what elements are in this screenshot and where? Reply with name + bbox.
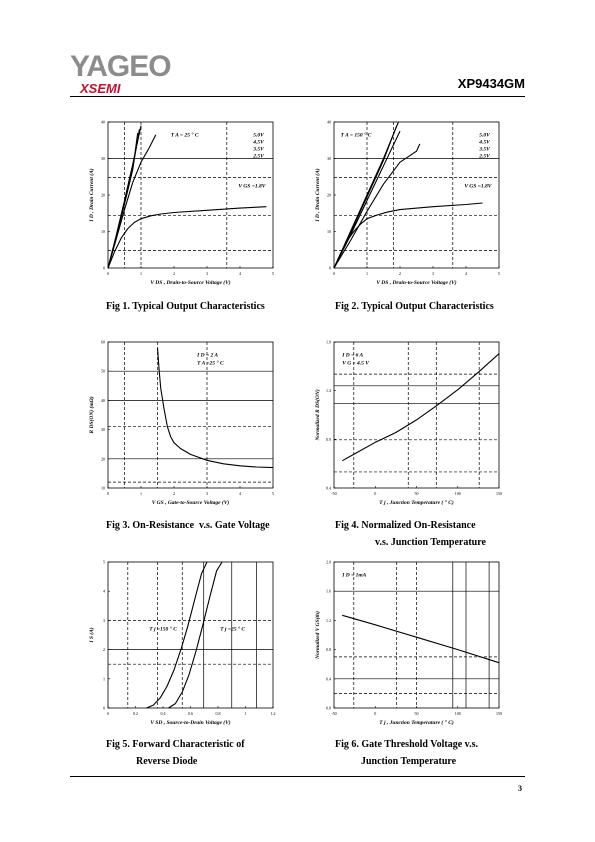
- fig4-xtick-label-4: 150: [496, 491, 502, 496]
- fig6-ytick-label-5: 2.0: [326, 559, 331, 565]
- fig3-chart: [84, 334, 289, 516]
- fig6-xtick-label-1: 0: [374, 711, 377, 716]
- fig6-xtick-label-2: 50: [414, 711, 419, 716]
- fig3-ytick-label-2: 30: [101, 427, 105, 433]
- fig1-xtick-label-0: 0: [107, 271, 109, 276]
- fig2-ytick-label-1: 10: [327, 229, 331, 234]
- fig4-ytick-label-1: 0.9: [326, 436, 331, 442]
- fig5-xtick-label-2: 0.4: [160, 711, 166, 716]
- fig1-series-4: [108, 207, 266, 268]
- footer-rule: [70, 776, 525, 777]
- fig5-xtick-label-0: 0: [107, 711, 109, 716]
- fig1-ylabel: I D , Drain Current (A): [89, 168, 95, 222]
- fig4-condition-0: I D = 6 A: [342, 352, 364, 359]
- fig5-caption: Fig 5. Forward Characteristic of Reverse Diode: [106, 739, 245, 767]
- fig2-legend-3: 2.5V: [479, 153, 490, 160]
- fig2-condition-0: T A = 150 ° C: [340, 132, 372, 139]
- fig2-legend-1: 4.5V: [479, 139, 490, 146]
- fig2-series-4: [334, 203, 483, 268]
- fig3-xtick-label-5: 5: [272, 491, 274, 496]
- fig5-ytick-label-3: 3: [103, 617, 105, 623]
- fig5-series-1: [169, 562, 223, 708]
- fig1-xtick-label-2: 2: [173, 271, 175, 276]
- fig4-xlabel: T j , Junction Temperature ( ° C): [379, 500, 454, 506]
- fig2-xtick-label-1: 1: [366, 271, 368, 276]
- fig4-xtick-label-0: -50: [331, 491, 337, 496]
- fig3-ytick-label-3: 40: [101, 397, 105, 403]
- fig5-ytick-label-1: 1: [103, 676, 105, 682]
- fig5-xtick-label-3: 0.6: [188, 711, 193, 716]
- fig5-frame: [108, 562, 273, 708]
- fig1-xtick-label-4: 4: [239, 271, 241, 276]
- fig2-chart: [310, 114, 515, 296]
- fig5-xtick-label-5: 1: [244, 711, 247, 716]
- fig3-xtick-label-1: 1: [140, 491, 142, 496]
- fig2-xtick-label-0: 0: [333, 271, 335, 276]
- fig1-chart: [84, 114, 289, 296]
- fig1-series-2: [108, 133, 138, 268]
- fig6-ytick-label-4: 1.6: [326, 588, 331, 594]
- fig3-xtick-label-2: 2: [173, 491, 175, 496]
- fig4-series-0: [342, 354, 499, 461]
- fig1-frame: [108, 122, 273, 268]
- part-number: XP9434GM: [457, 76, 525, 91]
- fig3-ytick-label-0: 10: [101, 485, 105, 491]
- fig1-xlabel: V DS , Drain-to-Source Voltage (V): [150, 280, 231, 286]
- fig4-ytick-label-3: 1.9: [326, 339, 331, 345]
- fig3-condition-0: I D = 2 A: [197, 352, 219, 359]
- fig5-series-0: [147, 562, 208, 708]
- fig2-ylabel: I D , Drain Current (A): [315, 168, 321, 222]
- fig3-ytick-label-5: 60: [101, 339, 105, 345]
- fig5-ytick-label-4: 4: [103, 588, 105, 594]
- fig6-xlabel: T j , Junction Temperature ( ° C): [379, 720, 454, 726]
- fig2-series-3: [334, 144, 420, 268]
- fig2-legend-0: 5.0V: [479, 132, 490, 139]
- fig6-xtick-label-4: 150: [496, 711, 502, 716]
- fig1-series-3: [108, 135, 156, 268]
- fig2-xlabel: V DS , Drain-to-Source Voltage (V): [376, 280, 457, 286]
- fig2-xtick-label-3: 3: [432, 271, 434, 276]
- fig5-ylabel: I S (A): [89, 627, 95, 643]
- brand-sub: XSEMI: [80, 81, 121, 96]
- fig5-temp-label-0: T j =150 ° C: [149, 626, 177, 633]
- fig1-legend-0: 5.0V: [253, 132, 264, 139]
- fig6-xtick-label-3: 100: [454, 711, 461, 716]
- fig3-condition-1: T A =25 ° C: [197, 360, 224, 367]
- fig1-legend-2: 3.5V: [253, 146, 264, 153]
- fig1-ytick-label-3: 30: [101, 156, 105, 161]
- fig3-ytick-label-1: 20: [101, 456, 105, 462]
- fig5-xtick-label-6: 1.2: [270, 711, 276, 716]
- fig5-xtick-label-1: 0.2: [133, 711, 138, 716]
- fig1-ytick-label-2: 20: [101, 192, 105, 198]
- fig2-xtick-label-4: 4: [465, 271, 467, 276]
- fig2-xtick-label-5: 5: [498, 271, 500, 276]
- fig3-caption: Fig 3. On-Resistance v.s. Gate Voltage: [106, 520, 270, 531]
- fig2-caption: Fig 2. Typical Output Characteristics: [335, 301, 494, 312]
- fig1-legend-3: 2.5V: [253, 153, 264, 160]
- fig3-xtick-label-0: 0: [107, 491, 109, 496]
- fig2-ytick-label-0: 0: [329, 265, 331, 271]
- brand-name: YAGEO: [70, 50, 171, 83]
- fig4-ylabel: Normalized R DS(ON): [315, 389, 321, 441]
- fig4-chart: [310, 334, 515, 516]
- fig6-series-0: [342, 615, 499, 662]
- fig2-frame: [334, 122, 499, 268]
- fig4-caption: Fig 4. Normalized On-Resistance v.s. Junction Temperature: [335, 520, 486, 548]
- fig6-ytick-label-2: 0.8: [326, 647, 331, 653]
- fig1-xtick-label-5: 5: [272, 271, 274, 276]
- fig5-temp-label-1: T j =25 ° C: [220, 626, 246, 633]
- fig1-vgs-label: V GS =1.8V: [238, 183, 266, 190]
- fig5-chart: [84, 554, 289, 736]
- fig1-ytick-label-1: 10: [101, 229, 105, 234]
- fig6-condition-0: I D = 1mA: [342, 572, 367, 579]
- fig1-caption: Fig 1. Typical Output Characteristics: [106, 301, 265, 312]
- fig3-xlabel: V GS , Gate-to-Source Voltage (V): [151, 500, 230, 506]
- fig5-ytick-label-5: 5: [103, 559, 105, 565]
- fig6-ytick-label-1: 0.4: [326, 676, 331, 682]
- fig6-ylabel: Normalized V GS(th): [315, 611, 321, 659]
- fig1-condition-0: T A = 25 ° C: [170, 132, 199, 139]
- fig4-condition-1: V G = 4.5 V: [342, 360, 369, 367]
- fig3-xtick-label-4: 4: [239, 491, 241, 496]
- fig2-legend-2: 3.5V: [479, 146, 490, 153]
- fig4-xtick-label-3: 100: [454, 491, 461, 496]
- fig5-xtick-label-4: 0.8: [215, 711, 221, 716]
- brand-logo: [70, 52, 171, 96]
- fig6-ytick-label-3: 1.2: [326, 617, 331, 623]
- fig2-series-0: [334, 122, 398, 268]
- fig4-xtick-label-1: 0: [374, 491, 377, 496]
- fig6-xtick-label-0: -50: [331, 711, 337, 716]
- fig3-ylabel: R DS(ON) (mΩ): [89, 396, 95, 434]
- fig6-caption: Fig 6. Gate Threshold Voltage v.s. Junction Temperature: [335, 739, 478, 767]
- fig4-ytick-label-2: 1.4: [326, 388, 331, 394]
- fig4-ytick-label-0: 0.4: [326, 485, 331, 491]
- fig5-ytick-label-0: 0: [103, 705, 105, 711]
- fig1-xtick-label-3: 3: [206, 271, 208, 276]
- fig3-xtick-label-3: 3: [206, 491, 208, 496]
- fig6-chart: [310, 554, 515, 736]
- fig2-xtick-label-2: 2: [399, 271, 401, 276]
- fig1-ytick-label-0: 0: [103, 265, 105, 271]
- header-rule: [70, 96, 525, 97]
- fig6-ytick-label-0: 0.0: [326, 705, 331, 711]
- fig3-ytick-label-4: 50: [101, 368, 105, 374]
- fig1-xtick-label-1: 1: [140, 271, 142, 276]
- fig2-vgs-label: V GS =1.8V: [464, 183, 492, 190]
- fig1-legend-1: 4.5V: [253, 139, 264, 146]
- fig5-xlabel: V SD , Source-to-Drain Voltage (V): [150, 720, 231, 726]
- fig4-xtick-label-2: 50: [414, 491, 419, 496]
- fig2-ytick-label-2: 20: [327, 192, 331, 198]
- fig5-ytick-label-2: 2: [103, 647, 105, 653]
- fig2-ytick-label-3: 30: [327, 156, 331, 161]
- fig2-ytick-label-4: 40: [327, 119, 331, 125]
- fig1-ytick-label-4: 40: [101, 119, 105, 125]
- page-number: 3: [518, 784, 522, 793]
